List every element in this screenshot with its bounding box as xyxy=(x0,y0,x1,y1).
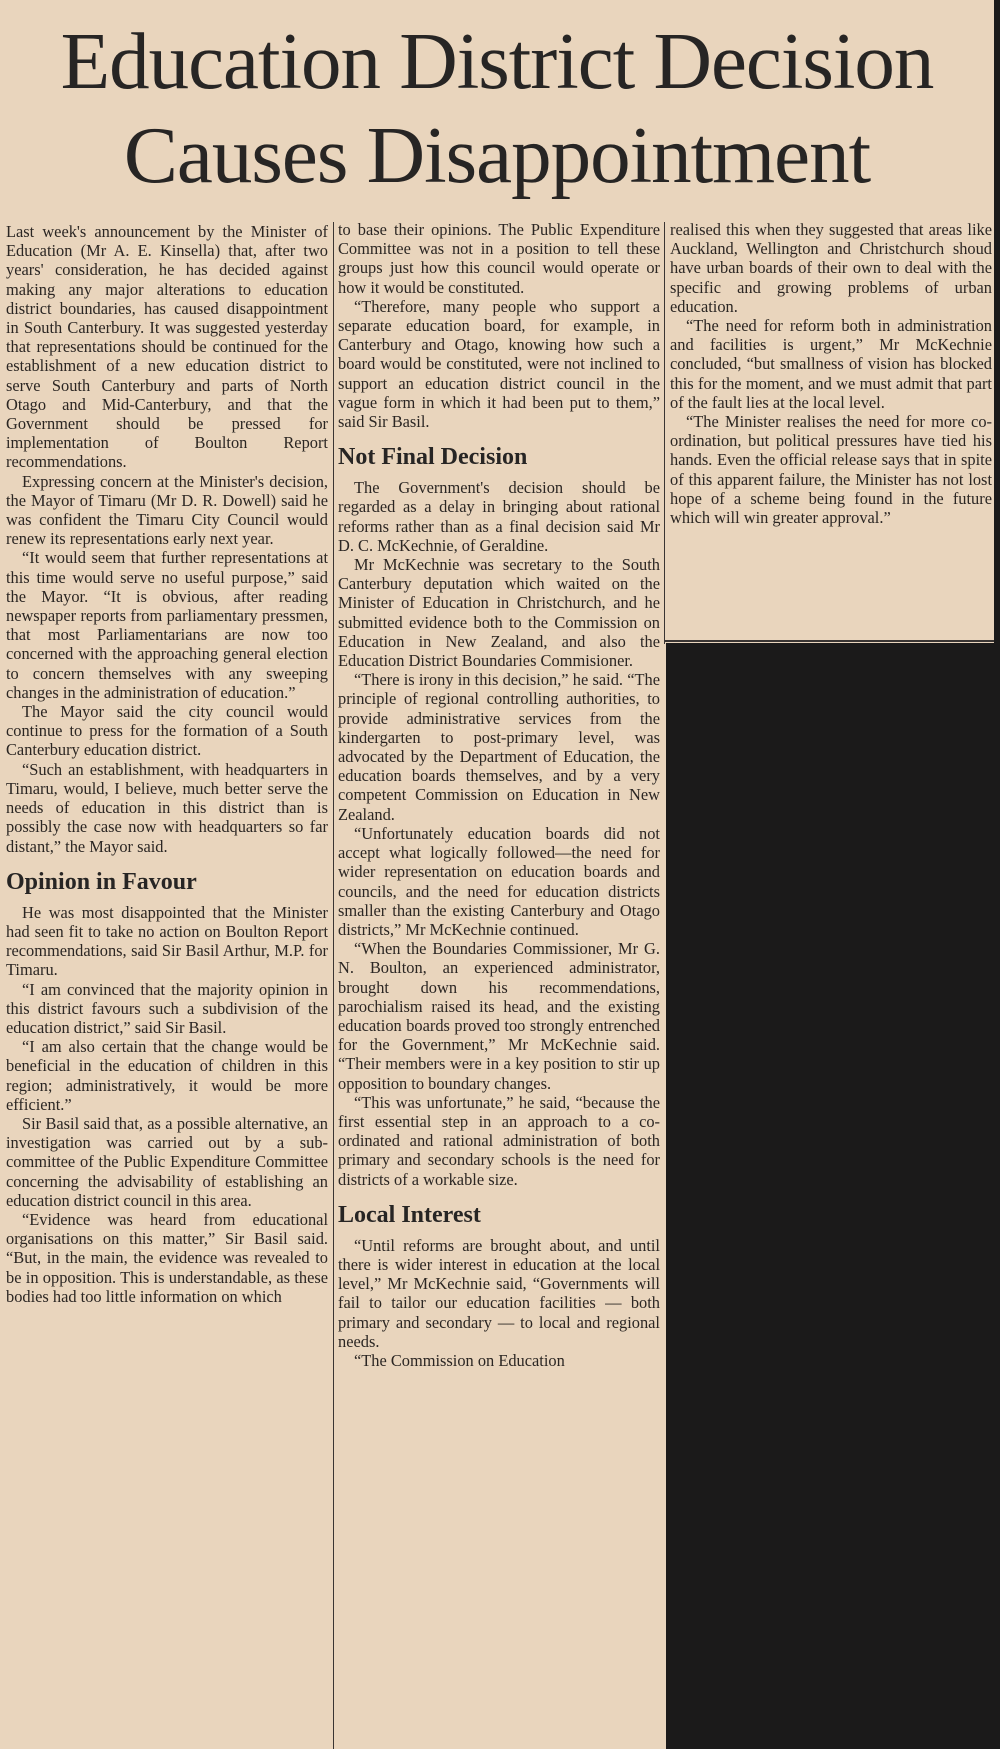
paragraph: “The need for reform both in administration and facilities is urgent,” Mr McKechnie concluded, “but smallness of vision has blocked this for the moment, and we must admit that part of the fault lies at the local level. xyxy=(670,316,992,412)
headline xyxy=(0,14,994,200)
column-rule-2 xyxy=(664,222,665,644)
dark-background xyxy=(666,643,1000,1749)
article-column-3 xyxy=(670,220,992,638)
article-column-2 xyxy=(338,220,660,1742)
paragraph: “This was unfortunate,” he said, “because the first essential step in an approach to a co-ordinated and rational administration of both primary and secondary schools is the need for districts of a workable size. xyxy=(338,1092,660,1189)
paragraph: “Evidence was heard from educational organisations on this matter,” Sir Basil said. “But, in the main, the evidence was revealed to be in opposition. This is understandable, as these bodies had too little information on which xyxy=(6,1209,328,1306)
section-heading: Opinion in Favour xyxy=(6,868,197,895)
paragraph: “I am also certain that the change would be beneficial in the education of children in this region; administratively, it would be more efficient.” xyxy=(6,1037,328,1114)
section-heading: Not Final Decision xyxy=(338,444,528,471)
headline-line-2: Causes Disappointment xyxy=(123,110,871,200)
column-end-rule xyxy=(664,640,994,642)
paragraph: “Unfortunately education boards did not accept what logically followed—the need for wider representation on education boards and councils, and the need for education districts smaller than the existing Canterbury and Otago districts,” Mr McKechnie continued. xyxy=(338,823,660,939)
column-rule-1 xyxy=(333,222,334,1749)
paragraph: “There is irony in this decision,” he said. “The principle of regional controlling authorities, to provide administrative services from the kindergarten to post-primary level, was advocated by the Department of Education, the education boards themselves, and by a very competent Commission on Education in New Zealand. xyxy=(338,670,660,824)
paragraph: “It would seem that further representations at this time would serve no useful purpose,” said the Mayor. “It is obvious, after reading newspaper reports from parliamentary pressmen, that most Parliamentarians are now too concerned with the approaching general election to concern themselves with any sweeping changes in the administration of education.” xyxy=(6,548,328,702)
paragraph: “I am convinced that the majority opinion in this district favours such a subdivision of the education district,” said Sir Basil. xyxy=(6,979,328,1037)
article-column-1 xyxy=(6,222,328,1744)
paragraph: He was most disappointed that the Minister had seen fit to take no action on Boulton Report recommendations, said Sir Basil Arthur, M.P. for Timaru. xyxy=(6,902,328,980)
paragraph: “Therefore, many people who support a separate education board, for example, in Canterbury and Otago, knowing how such a board would be constituted, were not inclined to support an education district council in the vague form in which it had been put to them,” said Sir Basil. xyxy=(338,296,660,432)
paragraph: Expressing concern at the Minister's decision, the Mayor of Timaru (Mr D. R. Dowell) said he was confident the Timaru City Council would renew its representations early next year. xyxy=(6,471,328,549)
paragraph: Last week's announcement by the Minister of Education (Mr A. E. Kinsella) that, after two years' consideration, he has decided against making any major alterations to education district boundaries, has caused disappointment in South Canterbury. It was suggested yesterday that representations should be continued for the establishment of a new education district to serve South Canterbury and parts of North Otago and Mid-Canterbury, and that the Government should be pressed for implementation of Boulton Report recommendations. xyxy=(6,222,328,472)
paragraph: Sir Basil said that, as a possible alternative, an investigation was carried out by a sub-committee of the Public Expenditure Committee concerning the advisability of establishing an education district council in this area. xyxy=(6,1113,328,1210)
paragraph: Mr McKechnie was secretary to the South Canterbury deputation which waited on the Minister of Education in Christchurch, and he submitted evidence both to the Commission on Education in New Zealand, and also the Education District Boundaries Commisioner. xyxy=(338,555,660,671)
paragraph: realised this when they suggested that areas like Auckland, Wellington and Christchurch shoud have urban boards of their own to deal with the specific and growing problems of urban education. xyxy=(670,220,992,316)
paragraph: to base their opinions. The Public Expenditure Committee was not in a position to tell these groups just how this council would operate or how it would be constituted. xyxy=(338,220,660,297)
paragraph: “When the Boundaries Commissioner, Mr G. N. Boulton, an experienced administrator, brought down his recommendations, parochialism raised its head, and the existing education boards proved too strongly entrenched for the Government,” Mr McKechnie said. “Their members were in a key position to stir up opposition to boundary changes. xyxy=(338,939,660,1093)
paragraph: “The Minister realises the need for more co-ordination, but political pressures have tied his hands. Even the official release says that in spite of this apparent failure, the Minister has not lost hope of a scheme being found in the future which will win greater approval.” xyxy=(670,412,992,528)
headline-line-1: Education District Decision xyxy=(60,16,934,106)
paragraph: “The Commission on Education xyxy=(354,1350,565,1370)
paragraph: “Such an establishment, with headquarters in Timaru, would, I believe, much better serve the needs of education in this district than is possibly the case now with headquarters so far distant,” the Mayor said. xyxy=(6,759,328,856)
paragraph: “Until reforms are brought about, and until there is wider interest in education at the local level,” Mr McKechnie said, “Governments will fail to tailor our education facilities — both primary and secondary — to local and regional needs. xyxy=(338,1235,660,1351)
paragraph: The Government's decision should be regarded as a delay in bringing about rational reforms rather than as a final decision said Mr D. C. McKechnie, of Geraldine. xyxy=(338,478,660,555)
section-heading: Local Interest xyxy=(338,1201,481,1228)
paragraph: The Mayor said the city council would continue to press for the formation of a South Canterbury education district. xyxy=(6,702,328,760)
